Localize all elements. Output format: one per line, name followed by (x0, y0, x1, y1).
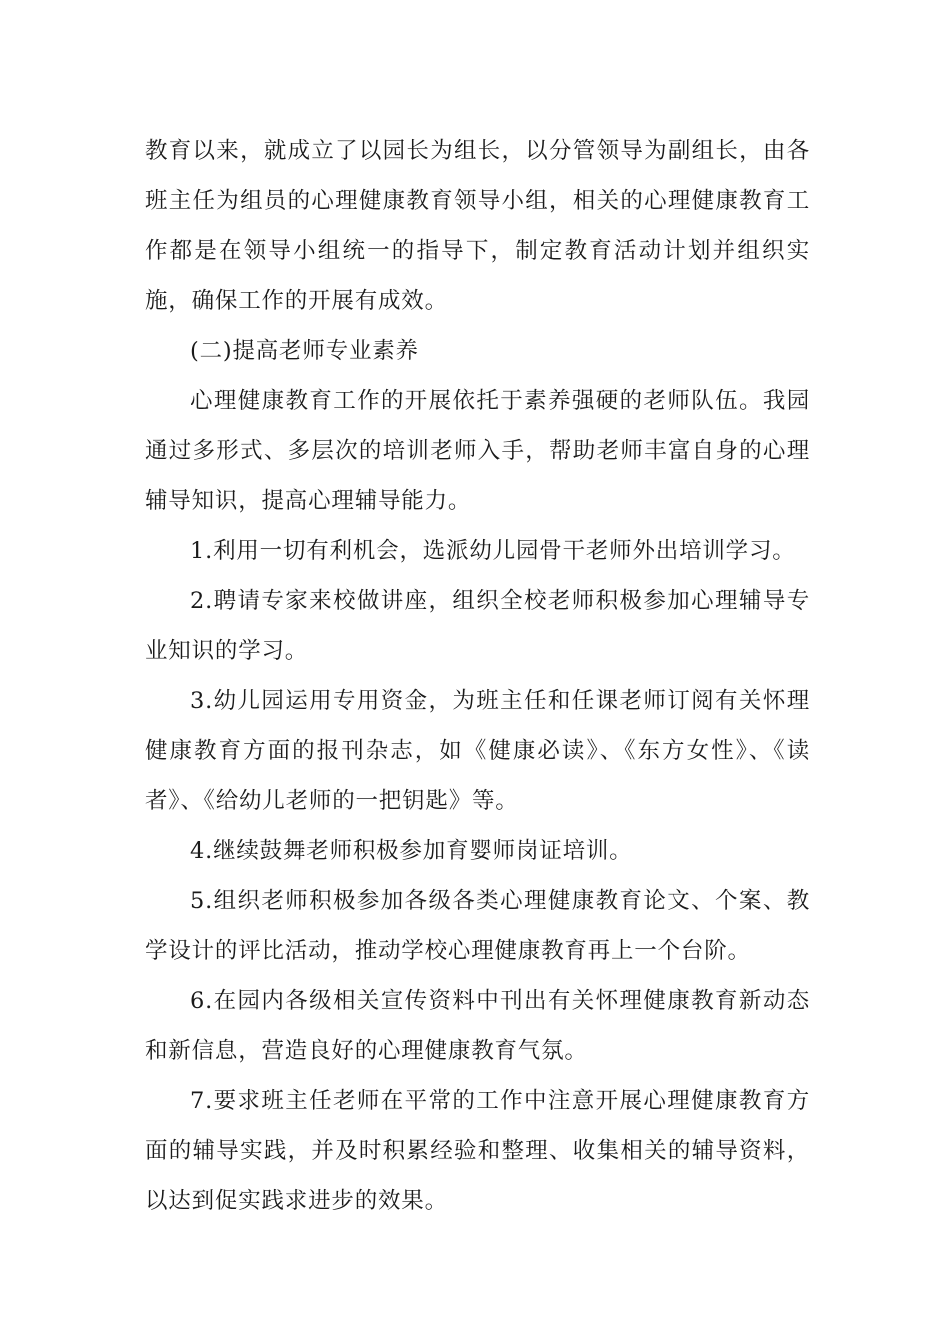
section-heading-teacher-quality: (二)提高老师专业素养 (190, 338, 419, 364)
list-item-2: 2.聘请专家来校做讲座，组织全校老师积极参加心理辅导专业知识的学习。 (145, 588, 810, 664)
document-body (145, 126, 810, 1226)
paragraph-leadership-group: 教育以来，就成立了以园长为组长，以分管领导为副组长，由各班主任为组员的心理健康教育领导小组，相关的心理健康教育工作都是在领导小组统一的指导下，制定教育活动计划并组织实施，确保工作的开展有成效。 (145, 138, 810, 314)
list-item-6: 6.在园内各级相关宣传资料中刊出有关怀理健康教育新动态和新信息，营造良好的心理健康教育气氛。 (145, 988, 810, 1064)
list-item-1: 1.利用一切有利机会，选派幼儿园骨干老师外出培训学习。 (190, 538, 796, 564)
list-item-3: 3.幼儿园运用专用资金，为班主任和任课老师订阅有关怀理健康教育方面的报刊杂志，如《健康必读》、《东方女性》、《读者》、《给幼儿老师的一把钥匙》等。 (145, 688, 810, 814)
list-item-7: 7.要求班主任老师在平常的工作中注意开展心理健康教育方面的辅导实践，并及时积累经验和整理、收集相关的辅导资料，以达到促实践求进步的效果。 (145, 1088, 810, 1214)
list-item-4: 4.继续鼓舞老师积极参加育婴师岗证培训。 (190, 838, 633, 864)
list-item-5: 5.组织老师积极参加各级各类心理健康教育论文、个案、教学设计的评比活动，推动学校心理健康教育再上一个台阶。 (145, 888, 810, 964)
paragraph-teacher-team: 心理健康教育工作的开展依托于素养强硬的老师队伍。我园通过多形式、多层次的培训老师入手，帮助老师丰富自身的心理辅导知识，提高心理辅导能力。 (145, 388, 810, 514)
